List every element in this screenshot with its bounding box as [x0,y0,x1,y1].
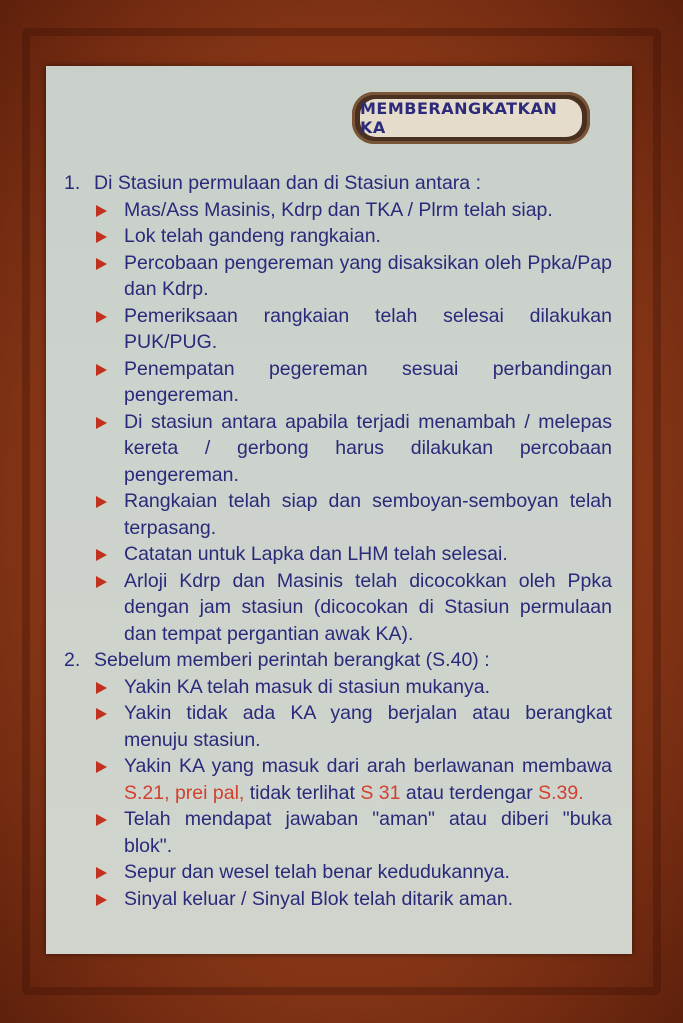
section-1-list [64,197,612,648]
text-segment: atau terdengar [400,781,539,804]
bullet-arrow-icon [96,894,107,906]
bullet-arrow-icon [96,496,107,508]
list-item [64,886,612,913]
bullet-arrow-icon [96,549,107,561]
bullet-arrow-icon [96,576,107,588]
bullet-arrow-icon [96,682,107,694]
signal-code: S.39. [538,781,584,804]
signal-code: S 31 [360,781,401,804]
list-item-text: Mas/Ass Masinis, Kdrp dan TKA / Plrm telah siap. [124,198,553,221]
list-item-text: Penempatan pegereman sesuai perbandingan pengereman. [124,357,612,406]
list-item-text: Sinyal keluar / Sinyal Blok telah ditarik aman. [124,887,514,910]
bullet-arrow-icon [96,205,107,217]
list-item-text: Yakin KA telah masuk di stasiun mukanya. [124,675,490,698]
instruction-card [46,66,632,954]
list-item [64,197,612,224]
section-2-heading [64,647,612,674]
list-item [64,541,612,568]
list-item [64,303,612,356]
list-item [64,700,612,753]
list-item-text: Percobaan pengereman yang disaksikan oleh Ppka/Pap dan Kdrp. [124,251,612,300]
section-number: 2. [64,649,81,671]
bullet-arrow-icon [96,761,107,773]
bullet-arrow-icon [96,231,107,243]
section-1-heading [64,170,612,197]
list-item-text: Lok telah gandeng rangkaian. [124,225,381,247]
section-2-list [64,674,612,913]
section-number: 1. [64,172,81,194]
list-item [64,674,612,701]
list-item [64,568,612,648]
list-item [64,356,612,409]
list-item [64,753,612,806]
list-item-text: Pemeriksaan rangkaian telah selesai dilakukan PUK/PUG. [124,304,612,353]
list-item-text: Sepur dan wesel telah benar kedudukannya. [124,861,510,883]
bullet-arrow-icon [96,708,107,720]
list-item-text [124,755,612,804]
bullet-arrow-icon [96,311,107,323]
list-item-text: Catatan untuk Lapka dan LHM telah selesai. [124,543,508,565]
list-item-text: Di stasiun antara apabila terjadi menambah / melepas kereta / gerbong harus dilakukan percobaan pengereman. [124,410,612,486]
bullet-arrow-icon [96,417,107,429]
card-content [64,170,612,912]
bullet-arrow-icon [96,364,107,376]
list-item-text: Telah mendapat jawaban "aman" atau diberi "buka blok". [124,808,612,857]
title-badge [352,92,590,144]
text-segment: tidak terlihat [244,781,361,804]
list-item [64,250,612,303]
list-item [64,488,612,541]
list-item-text: Arloji Kdrp dan Masinis telah dicocokkan oleh Ppka dengan jam stasiun (dicocokan di Stasiun permulaan dan tempat pergantian awak KA). [124,569,612,645]
bullet-arrow-icon [96,814,107,826]
list-item [64,223,612,250]
signal-code: S.21, prei pal, [124,781,245,804]
bullet-arrow-icon [96,258,107,270]
bullet-arrow-icon [96,867,107,879]
list-item [64,859,612,886]
title-badge-inner [360,99,582,137]
card-title: MEMBERANGKATKAN KA [360,99,558,137]
section-heading-text: Sebelum memberi perintah berangkat (S.40) : [94,649,490,671]
list-item [64,806,612,859]
text-segment: Yakin KA yang masuk dari arah berlawanan membawa [124,755,612,777]
list-item [64,409,612,489]
list-item-text: Yakin tidak ada KA yang berjalan atau berangkat menuju stasiun. [124,702,612,751]
list-item-text: Rangkaian telah siap dan semboyan-semboyan telah terpasang. [124,490,612,539]
section-heading-text: Di Stasiun permulaan dan di Stasiun antara : [94,172,481,194]
